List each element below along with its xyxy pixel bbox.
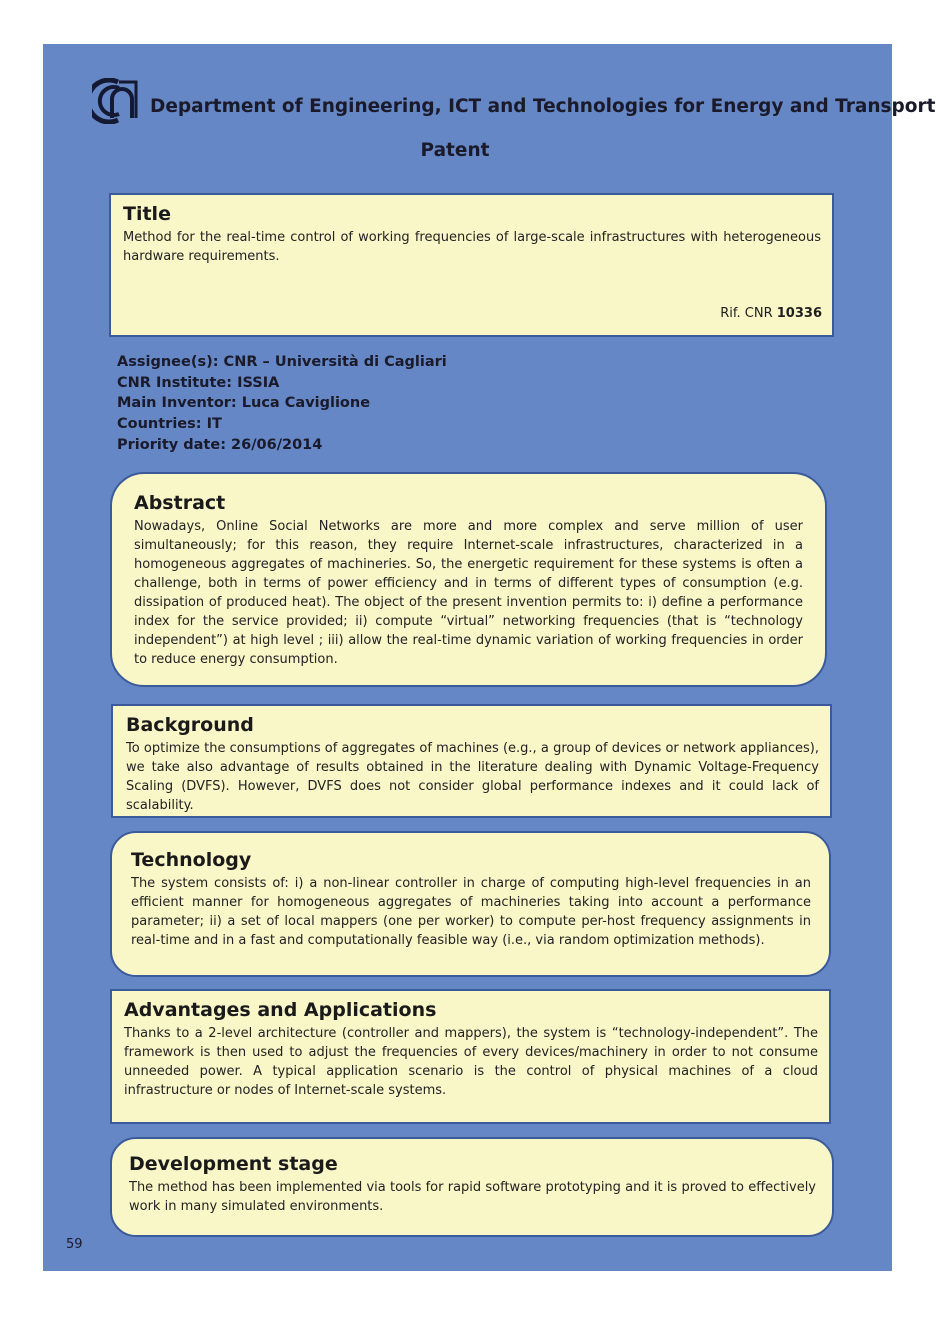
meta-institute: CNR Institute: ISSIA	[117, 374, 280, 391]
meta-inventor: Main Inventor: Luca Caviglione	[117, 395, 371, 412]
patent-metadata	[117, 352, 447, 456]
reference-prefix: Rif. CNR	[720, 306, 773, 321]
title-box	[109, 193, 834, 337]
development-text: The method has been implemented via tools for rapid software prototyping and it is proved to effectively work in many simulated environments.	[129, 1180, 816, 1214]
development-heading: Development stage	[129, 1153, 338, 1175]
page-number: 59	[66, 1237, 83, 1252]
title-text: Method for the real-time control of working frequencies of large-scale infrastructures with heterogeneous hardware requirements.	[123, 230, 821, 264]
title-heading: Title	[123, 203, 171, 225]
department-title: Department of Engineering, ICT and Technologies for Energy and Transport	[150, 96, 936, 117]
development-box	[110, 1137, 834, 1237]
cnr-logo-icon	[92, 78, 144, 124]
document-type: Patent	[420, 140, 490, 161]
advantages-box	[110, 989, 831, 1124]
meta-assignees: Assignee(s): CNR – Università di Cagliari	[117, 354, 447, 370]
technology-heading: Technology	[131, 849, 252, 871]
advantages-text: Thanks to a 2-level architecture (controller and mappers), the system is “technology-independent”. The framework is then used to adjust the frequencies of every devices/machinery in order to not consume unneeded power. A typical application scenario is the control of physical machines of a cloud infrastructure or nodes of Internet-scale systems.	[124, 1026, 818, 1098]
advantages-heading: Advantages and Applications	[124, 999, 437, 1021]
technology-box	[110, 831, 831, 977]
abstract-heading: Abstract	[134, 492, 226, 514]
background-heading: Background	[126, 714, 254, 736]
meta-priority-date: Priority date: 26/06/2014	[117, 436, 323, 453]
background-text: To optimize the consumptions of aggregates of machines (e.g., a group of devices or network appliances), we take also advantage of results obtained in the literature dealing with Dynamic Voltage-Frequency Scaling (DVFS). However, DVFS does not consider global performance indexes and it could lack of scalability.	[126, 741, 819, 813]
abstract-box	[110, 472, 827, 687]
reference-value: 10336	[776, 306, 822, 321]
technology-text: The system consists of: i) a non-linear controller in charge of computing high-level frequencies in an efficient manner for homogeneous aggregates of machineries taking into account a performance parameter; ii) a set of local mappers (one per worker) to compute per-host frequency assignments in real-time and in a fast and computationally feasible way (i.e., via random optimization methods).	[131, 876, 811, 948]
reference-number	[720, 306, 822, 321]
meta-countries: Countries: IT	[117, 416, 222, 433]
abstract-text: Nowadays, Online Social Networks are more and more complex and serve million of user simultaneously; for this reason, they require Internet-scale infrastructures, characterized in a homogeneous aggregates of machineries. So, the energetic requirement for these systems is often a challenge, both in terms of power efficiency and in terms of different types of consumption (e.g. dissipation of produced heat). The object of the present invention permits to: i) define a performance index for the service provided; ii) compute “virtual” networking frequencies (that is “technology independent”) at high level ; iii) allow the real-time dynamic variation of working frequencies in order to reduce energy consumption.	[134, 519, 803, 667]
background-box	[111, 704, 832, 818]
